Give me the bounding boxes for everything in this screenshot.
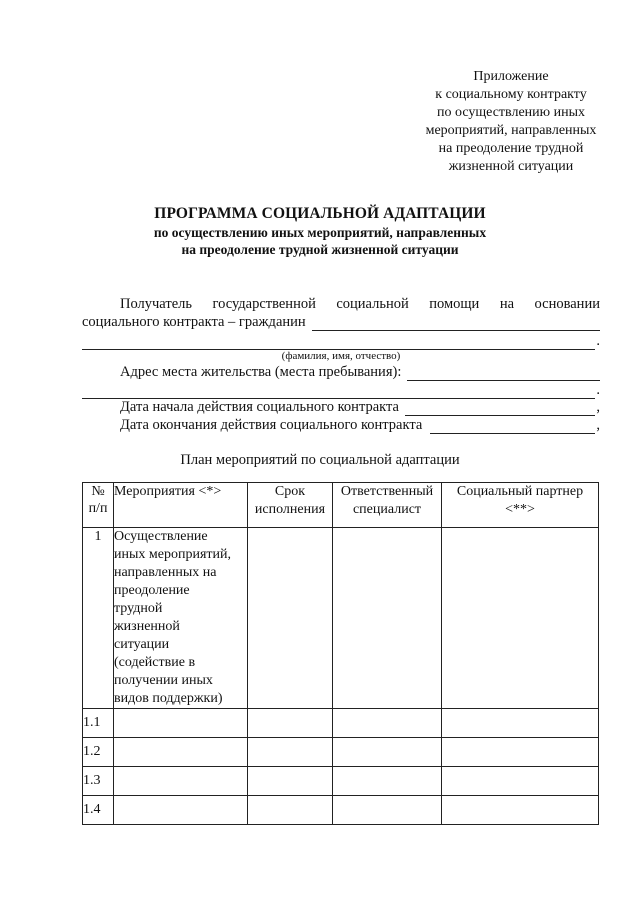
recipient-line-2: [82, 313, 600, 331]
appendix-line: Приложение: [473, 69, 549, 84]
appendix-line: к социальному контракту: [435, 87, 587, 102]
activity-line: трудной: [114, 601, 163, 616]
title-main: ПРОГРАММА СОЦИАЛЬНОЙ АДАПТАЦИИ: [154, 205, 486, 222]
table-header-row: [83, 483, 599, 528]
activity-cell[interactable]: [114, 796, 248, 825]
header-activities: Мероприятия <*>: [114, 483, 248, 528]
citizen-name-field-continued[interactable]: [82, 335, 595, 350]
row-number: 1.3: [83, 767, 114, 796]
address-row: [82, 363, 600, 381]
activity-line: получении иных: [114, 673, 213, 688]
responsible-cell[interactable]: [333, 767, 442, 796]
row-number: 1.4: [83, 796, 114, 825]
recipient-word: на: [499, 296, 515, 312]
responsible-cell[interactable]: [333, 528, 442, 709]
citizen-name-line: [82, 332, 600, 350]
row-number: 1: [83, 528, 114, 709]
header-number-sign: №: [91, 484, 105, 499]
appendix-line: жизненной ситуации: [448, 159, 574, 174]
responsible-cell[interactable]: [333, 796, 442, 825]
address-field-continued[interactable]: [82, 384, 595, 399]
citizen-name-field[interactable]: [312, 316, 600, 331]
activity-cell[interactable]: [114, 767, 248, 796]
start-date-label: Дата начала действия социального контракта: [120, 399, 399, 415]
plan-table: [82, 482, 599, 825]
header-responsible-line: Ответственный: [340, 484, 434, 499]
responsible-cell[interactable]: [333, 709, 442, 738]
recipient-word: государственной: [212, 296, 316, 312]
appendix-line: мероприятий, направленных: [425, 123, 597, 138]
activity-line: видов поддержки): [114, 691, 223, 706]
partner-cell[interactable]: [442, 709, 599, 738]
row-number: 1.2: [83, 738, 114, 767]
recipient-contract-label: социального контракта – гражданин: [82, 314, 306, 330]
appendix-note: [395, 68, 627, 176]
partner-cell[interactable]: [442, 738, 599, 767]
activity-line: жизненной: [114, 619, 180, 634]
header-partner-line: <**>: [505, 502, 535, 517]
title-subtitle-line: на преодоление трудной жизненной ситуации: [181, 242, 459, 257]
term-cell[interactable]: [248, 738, 333, 767]
document-title: [60, 204, 580, 258]
name-hint: (фамилия, имя, отчество): [281, 350, 401, 362]
activity-cell[interactable]: [114, 738, 248, 767]
title-subtitle-line: по осуществлению иных мероприятий, направленных: [153, 225, 487, 240]
term-cell[interactable]: [248, 767, 333, 796]
activity-line: преодоление: [114, 583, 190, 598]
recipient-line-1: [82, 295, 600, 313]
header-partner: [442, 483, 599, 528]
line-end-dot: .: [596, 333, 600, 349]
header-number-abbr: п/п: [88, 501, 108, 516]
partner-cell[interactable]: [442, 528, 599, 709]
recipient-word: социальной: [336, 296, 409, 312]
address-label: Адрес места жительства (места пребывания):: [120, 364, 402, 380]
recipient-word: Получатель: [120, 296, 192, 312]
recipient-word: помощи: [429, 296, 480, 312]
address-line-2: [82, 381, 600, 399]
plan-title: План мероприятий по социальной адаптации: [180, 452, 460, 468]
row-number: 1.1: [83, 709, 114, 738]
table-row: [83, 738, 599, 767]
table-row: [83, 796, 599, 825]
appendix-line: на преодоление трудной: [438, 141, 584, 156]
appendix-line: по осуществлению иных: [436, 105, 585, 120]
line-end-comma: ,: [596, 399, 600, 415]
term-cell[interactable]: [248, 528, 333, 709]
activity-line: направленных на: [114, 565, 217, 580]
header-term-line: исполнения: [254, 502, 326, 517]
table-row: [83, 528, 599, 709]
line-end-comma: ,: [596, 417, 600, 433]
start-date-row: [82, 398, 600, 416]
end-date-row: [82, 416, 600, 434]
recipient-word: основании: [534, 296, 600, 312]
header-partner-line: Социальный партнер: [456, 484, 584, 499]
line-end-dot: .: [596, 382, 600, 398]
header-responsible-line: специалист: [352, 502, 422, 517]
end-date-label: Дата окончания действия социального контракта: [120, 417, 423, 433]
activity-cell: [114, 528, 248, 709]
header-responsible: [333, 483, 442, 528]
activity-line: Осуществление: [114, 529, 208, 544]
partner-cell[interactable]: [442, 796, 599, 825]
activity-cell[interactable]: [114, 709, 248, 738]
address-field[interactable]: [407, 366, 600, 381]
activity-line: (содействие в: [114, 655, 196, 670]
activity-line: ситуации: [114, 637, 170, 652]
header-term-line: Срок: [274, 484, 306, 499]
header-term: [248, 483, 333, 528]
term-cell[interactable]: [248, 709, 333, 738]
responsible-cell[interactable]: [333, 738, 442, 767]
table-row: [83, 767, 599, 796]
table-row: [83, 709, 599, 738]
activity-line: иных мероприятий,: [114, 547, 231, 562]
header-number: [83, 483, 114, 528]
start-date-field[interactable]: [405, 401, 595, 416]
term-cell[interactable]: [248, 796, 333, 825]
partner-cell[interactable]: [442, 767, 599, 796]
end-date-field[interactable]: [430, 419, 595, 434]
